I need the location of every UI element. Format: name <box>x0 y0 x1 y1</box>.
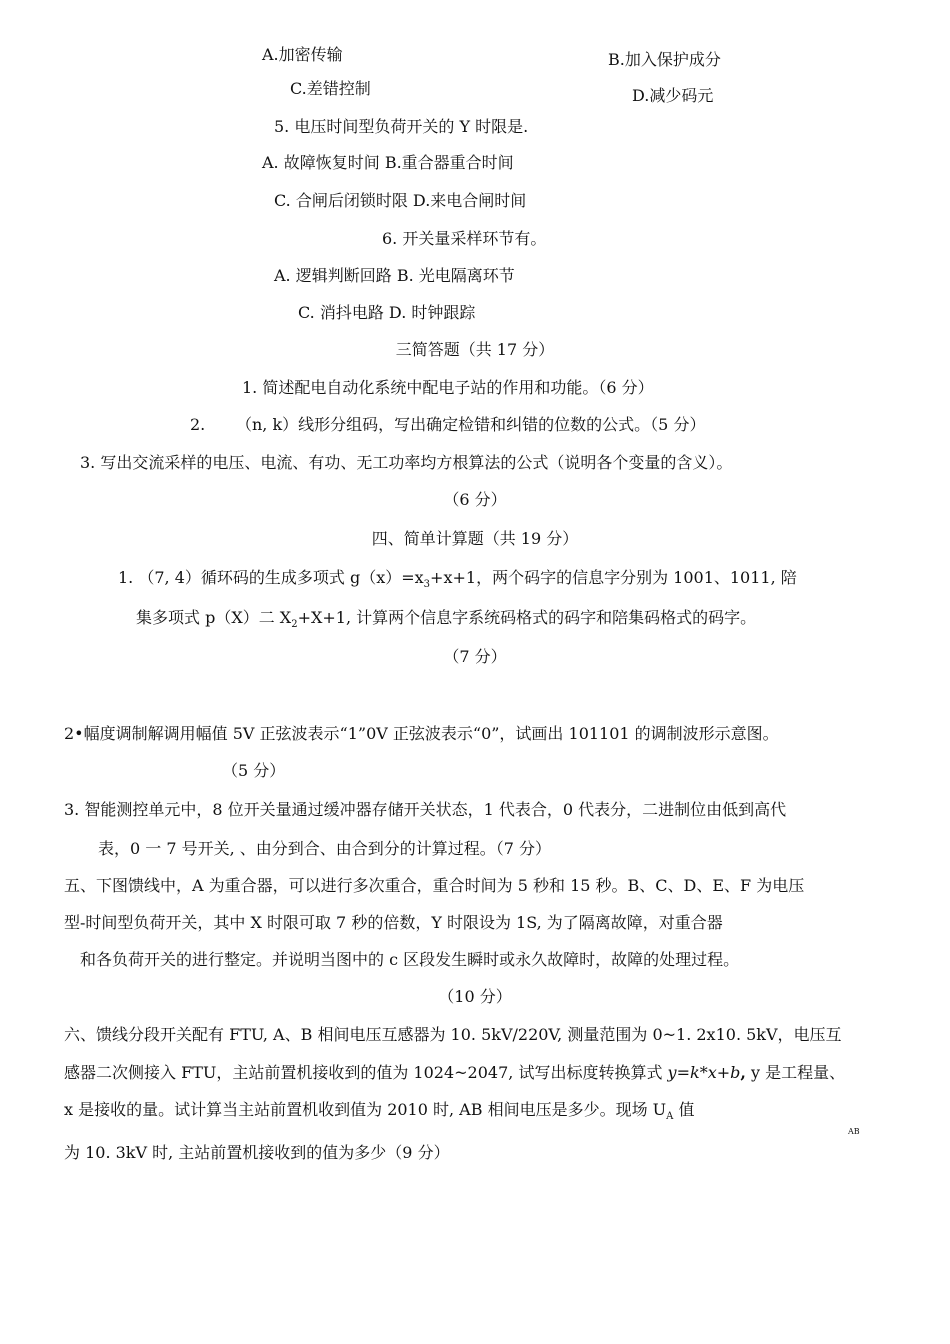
section4-q2-score: （5 分） <box>222 761 286 780</box>
section5-line1: 五、下图馈线中，A 为重合器，可以进行多次重合，重合时间为 5 秒和 15 秒。B、C、D、E、F 为电压 <box>64 876 805 895</box>
q5-options-cd: C. 合闸后闭锁时限 D.来电合闸时间 <box>274 191 527 210</box>
section3-q2-number: 2. <box>190 415 206 434</box>
option-a-encrypted-transmission: A.加密传输 <box>262 45 343 64</box>
section4-q3-line2: 表，0 一 7 号开关, 、由分到合、由合到分的计算过程。（7 分） <box>98 839 552 858</box>
option-b-add-protection: B.加入保护成分 <box>608 50 721 69</box>
section3-q2: （n, k）线形分组码，写出确定检错和纠错的位数的公式。（5 分） <box>236 415 706 434</box>
section4-q3-line1: 3. 智能测控单元中，8 位开关量通过缓冲器存储开关状态，1 代表合，0 代表分，二进制位由低到高代 <box>64 800 787 819</box>
scale-formula: y=k*x+b, <box>667 1063 746 1082</box>
section4-q1-line1: 1. （7, 4）循环码的生成多项式 $g(x)=x_3+x+1$，两个码字的信息字分别为 1001、1011, 陪 <box>118 568 797 591</box>
section3-q3: 3. 写出交流采样的电压、电流、有功、无工功率均方根算法的公式（说明各个变量的含义）。 <box>80 453 733 472</box>
ab-subscript-mark: AB <box>848 1127 860 1136</box>
section4-q1-line2: 集多项式 p（X）二 $X_2+X+1$, 计算两个信息字系统码格式的码字和陪集码格式的码字。 <box>136 608 757 631</box>
q6-stem: 6. 开关量采样环节有。 <box>382 229 547 248</box>
section3-q1: 1. 简述配电自动化系统中配电子站的作用和功能。（6 分） <box>242 378 654 397</box>
section3-title: 三简答题（共 17 分） <box>395 340 555 359</box>
option-c-error-control: C.差错控制 <box>290 79 371 98</box>
section5-line3: 和各负荷开关的进行整定。并说明当图中的 c 区段发生瞬时或永久故障时，故障的处理过程。 <box>80 950 740 969</box>
section4-q1-score: （7 分） <box>443 647 507 666</box>
section5-line2: 型-时间型负荷开关，其中 X 时限可取 7 秒的倍数，Y 时限设为 1S, 为了隔离故障，对重合器 <box>64 913 723 932</box>
section4-title: 四、简单计算题（共 19 分） <box>371 529 579 548</box>
section5-score: （10 分） <box>438 987 512 1006</box>
q5-stem: 5. 电压时间型负荷开关的 Y 时限是. <box>274 117 529 136</box>
section6-line3: x 是接收的量。试计算当主站前置机收到值为 2010 时, AB 相间电压是多少。现场 $U_A$ 值 <box>64 1100 695 1123</box>
section3-q3-score: （6 分） <box>443 490 507 509</box>
section6-line1: 六、馈线分段开关配有 FTU, A、B 相间电压互感器为 10. 5kV/220V, 测量范围为 0~1. 2x10. 5kV，电压互 <box>64 1025 842 1044</box>
q5-options-ab: A. 故障恢复时间 B.重合器重合时间 <box>262 153 514 172</box>
section6-line2: 感器二次侧接入 FTU，主站前置机接收到的值为 1024~2047, 试写出标度转换算式 y=k*x+b, y 是工程量、 <box>64 1063 846 1082</box>
section4-q2: 2•幅度调制解调用幅值 5V 正弦波表示“1”0V 正弦波表示“0”，试画出 101101 的调制波形示意图。 <box>64 724 779 743</box>
q6-options-cd: C. 消抖电路 D. 时钟跟踪 <box>298 303 476 322</box>
option-d-reduce-symbols: D.减少码元 <box>632 86 714 105</box>
section6-line4: 为 10. 3kV 时, 主站前置机接收到的值为多少（9 分） <box>64 1143 450 1162</box>
q6-options-ab: A. 逻辑判断回路 B. 光电隔离环节 <box>274 266 515 285</box>
